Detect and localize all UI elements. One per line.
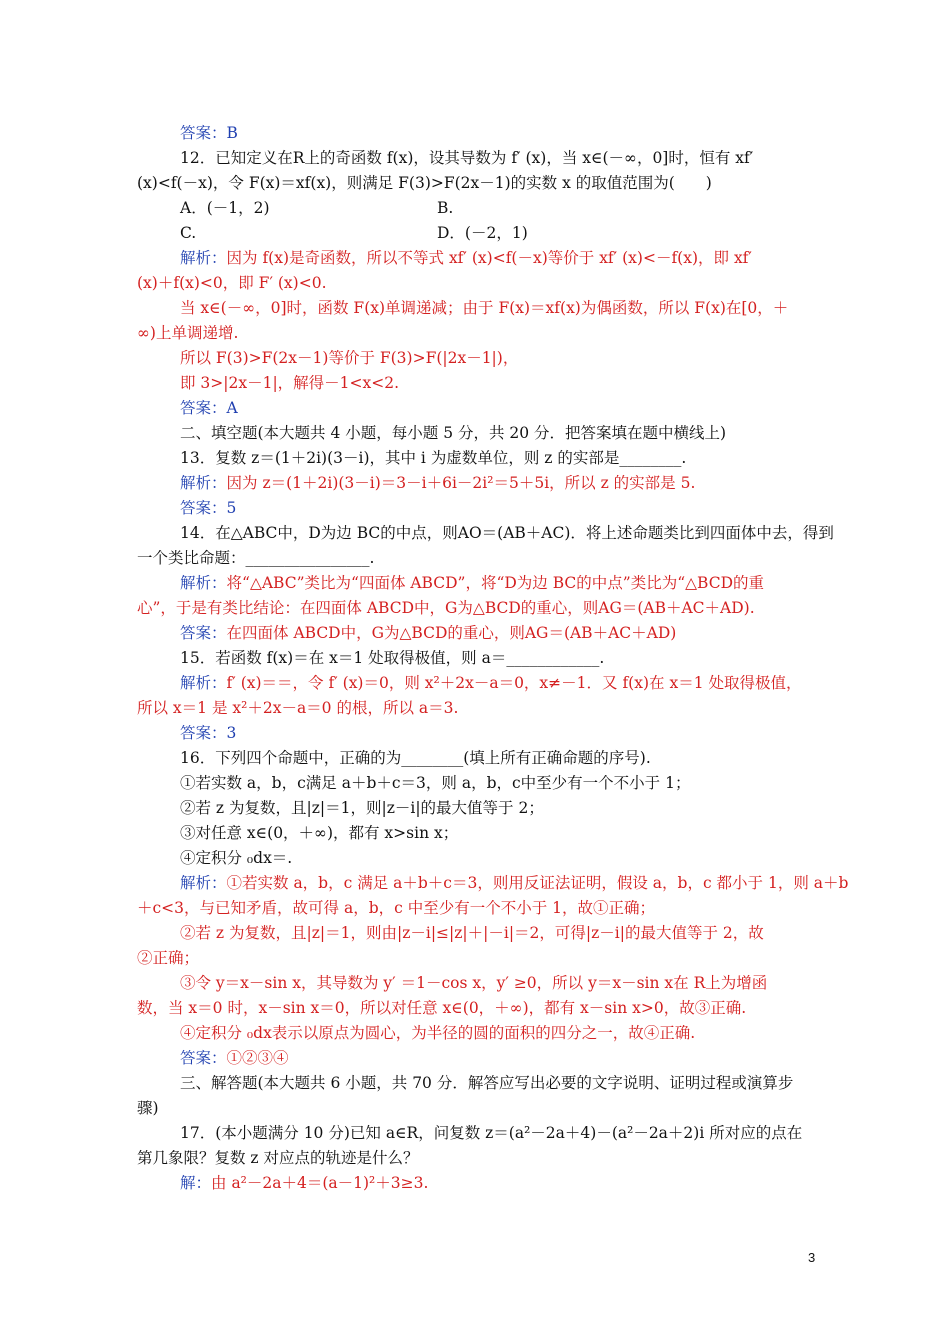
text-line bbox=[180, 648, 604, 668]
text-line bbox=[180, 148, 753, 168]
text-line bbox=[180, 673, 801, 693]
text-line bbox=[137, 173, 712, 193]
text-segment: 17．(本小题满分 10 分)已知 a∈R，问复数 z＝(a²－2a＋4)－(a²－2a＋2)i 所对应的点在 bbox=[180, 1124, 803, 1142]
text-line bbox=[180, 298, 788, 318]
text-segment: 答案：3 bbox=[180, 724, 237, 742]
text-segment: 答案： bbox=[180, 1049, 227, 1067]
text-line bbox=[137, 698, 458, 718]
text-segment: 一个类比命题：________________. bbox=[137, 549, 375, 567]
text-segment: ③对任意 x∈(0，＋∞)，都有 x>sin x； bbox=[180, 824, 459, 842]
text-line bbox=[180, 198, 270, 218]
text-segment: 所以 F(3)>F(2x－1)等价于 F(3)>F(|2x－1|)， bbox=[180, 349, 519, 367]
text-segment: 解： bbox=[180, 1174, 212, 1192]
text-line bbox=[180, 873, 848, 893]
text-segment: ①若实数 a，b，c满足 a＋b＋c＝3，则 a，b，c中至少有一个不小于 1； bbox=[180, 774, 691, 792]
text-segment: 14．在△ABC中，D为边 BC的中点，则AO＝(AB＋AC)．将上述命题类比到四面体中去，得到 bbox=[180, 524, 834, 542]
text-segment: 答案： bbox=[180, 624, 227, 642]
text-line bbox=[137, 998, 746, 1018]
text-line bbox=[180, 448, 686, 468]
text-segment: 三、解答题(本大题共 6 小题，共 70 分．解答应写出必要的文字说明、证明过程或演算步 bbox=[180, 1074, 794, 1092]
text-line bbox=[180, 823, 458, 843]
text-segment: 解析： bbox=[180, 474, 227, 492]
text-line bbox=[437, 198, 453, 218]
text-line bbox=[180, 973, 767, 993]
text-line bbox=[137, 273, 327, 293]
text-line bbox=[137, 1098, 159, 1118]
text-segment: 解析： bbox=[180, 574, 227, 592]
text-segment: ＋c<3，与已知矛盾，故可得 a，b，c 中至少有一个不小于 1，故①正确； bbox=[137, 899, 656, 917]
text-segment: 在四面体 ABCD中，G为△BCD的重心，则AG＝(AB＋AC＋AD) bbox=[226, 624, 677, 642]
text-segment: ①若实数 a，b，c 满足 a＋b＋c＝3，则用反证法证明，假设 a，b，c 都小于 1，则 a＋b bbox=[226, 874, 849, 892]
text-segment: 解析： bbox=[180, 674, 227, 692]
text-segment: ④定积分 ₀dx表示以原点为圆心，为半径的圆的面积的四分之一，故④正确. bbox=[180, 1024, 696, 1042]
text-line bbox=[180, 773, 690, 793]
text-segment: A．(－1，2) bbox=[180, 199, 270, 217]
text-segment: ②若 z 为复数，且|z|＝1，则|z－i|的最大值等于 2； bbox=[180, 799, 544, 817]
text-segment: 二、填空题(本大题共 4 小题，每小题 5 分，共 20 分．把答案填在题中横线上) bbox=[180, 424, 727, 442]
page-number: 3 bbox=[808, 1250, 816, 1265]
text-line bbox=[180, 798, 544, 818]
text-segment: B. bbox=[437, 199, 454, 217]
text-line bbox=[180, 623, 676, 643]
text-line bbox=[180, 398, 238, 418]
text-segment: 心”，于是有类比结论：在四面体 ABCD中，G为△BCD的重心，则AG＝(AB＋AC＋AD). bbox=[137, 599, 755, 617]
text-line bbox=[137, 948, 199, 968]
text-segment: f′ (x)＝＝，令 f′ (x)＝0，则 x²＋2x－a＝0，x≠－1．又 f(x)在 x＝1 处取得极值， bbox=[226, 674, 802, 692]
text-line bbox=[137, 598, 755, 618]
text-line bbox=[180, 723, 236, 743]
text-line bbox=[437, 223, 528, 243]
text-segment: 解析： bbox=[180, 874, 227, 892]
text-segment: C. bbox=[180, 224, 197, 242]
text-segment: ②若 z 为复数，且|z|＝1，则由|z－i|≤|z|＋|－i|＝2，可得|z－i|的最大值等于 2，故 bbox=[180, 924, 764, 942]
text-segment: 答案：5 bbox=[180, 499, 237, 517]
text-line bbox=[180, 923, 764, 943]
text-segment: ③令 y＝x－sin x，其导数为 y′ ＝1－cos x，y′ ≥0，所以 y＝x－sin x在 R上为增函 bbox=[180, 974, 768, 992]
text-segment: ∞)上单调递增. bbox=[137, 324, 239, 342]
text-line bbox=[180, 348, 518, 368]
text-segment: 将“△ABC”类比为“四面体 ABCD”，将“D为边 BC的中点”类比为“△BCD的重 bbox=[226, 574, 764, 592]
text-segment: ②正确； bbox=[137, 949, 200, 967]
text-line bbox=[180, 1123, 802, 1143]
text-segment: 当 x∈(－∞，0]时，函数 F(x)单调递减；由于 F(x)＝xf(x)为偶函数，所以 F(x)在[0，＋ bbox=[180, 299, 789, 317]
text-segment: 第几象限？复数 z 对应点的轨迹是什么？ bbox=[137, 1149, 419, 1167]
text-line bbox=[180, 523, 834, 543]
text-segment: ①②③④ bbox=[226, 1049, 289, 1067]
text-segment: 15．若函数 f(x)＝在 x＝1 处取得极值，则 a＝____________. bbox=[180, 649, 605, 667]
text-segment: 所以 x＝1 是 x²＋2x－a＝0 的根，所以 a＝3. bbox=[137, 699, 459, 717]
text-segment: 答案：B bbox=[180, 124, 238, 142]
text-segment: 因为 f(x)是奇函数，所以不等式 xf′ (x)<f(－x)等价于 xf′ (x)<－f(x)，即 xf′ bbox=[226, 249, 752, 267]
text-line bbox=[137, 548, 374, 568]
text-segment: 骤) bbox=[137, 1099, 159, 1117]
text-line bbox=[180, 1023, 695, 1043]
text-line bbox=[180, 573, 764, 593]
text-line bbox=[180, 373, 399, 393]
text-segment: 12．已知定义在R上的奇函数 f(x)，设其导数为 f′ (x)，当 x∈(－∞，0]时，恒有 xf′ bbox=[180, 149, 754, 167]
text-line bbox=[180, 123, 238, 143]
text-line bbox=[180, 248, 752, 268]
text-segment: 数，当 x＝0 时，x－sin x＝0，所以对任意 x∈(0，＋∞)，都有 x－sin x>0，故③正确. bbox=[137, 999, 747, 1017]
text-line bbox=[180, 1173, 428, 1193]
text-segment: 即 3>|2x－1|，解得－1<x<2. bbox=[180, 374, 400, 392]
text-line bbox=[180, 848, 292, 868]
text-segment: (x)＋f(x)<0，即 F′ (x)<0. bbox=[137, 274, 327, 292]
text-line bbox=[180, 498, 236, 518]
text-segment: 解析： bbox=[180, 249, 227, 267]
text-line bbox=[137, 323, 238, 343]
text-segment: 答案：A bbox=[180, 399, 238, 417]
text-line bbox=[180, 423, 726, 443]
text-segment: 13．复数 z＝(1＋2i)(3－i)，其中 i 为虚数单位，则 z 的实部是________. bbox=[180, 449, 687, 467]
text-line bbox=[180, 1048, 289, 1068]
text-line bbox=[180, 748, 651, 768]
text-line bbox=[137, 898, 655, 918]
text-line bbox=[180, 1073, 793, 1093]
text-segment: ④定积分 ₀dx＝. bbox=[180, 849, 293, 867]
text-line bbox=[137, 1148, 419, 1168]
text-segment: 因为 z＝(1＋2i)(3－i)＝3－i＋6i－2i²＝5＋5i，所以 z 的实部是 5. bbox=[226, 474, 696, 492]
text-segment: 16．下列四个命题中，正确的为________(填上所有正确命题的序号). bbox=[180, 749, 651, 767]
text-line bbox=[180, 223, 196, 243]
text-line bbox=[180, 473, 695, 493]
text-segment: 由 a²－2a＋4＝(a－1)²＋3≥3. bbox=[211, 1174, 429, 1192]
text-segment: (x)<f(－x)，令 F(x)＝xf(x)，则满足 F(3)>F(2x－1)的实数 x 的取值范围为( ) bbox=[137, 174, 712, 192]
text-segment: D．(－2，1) bbox=[437, 224, 528, 242]
